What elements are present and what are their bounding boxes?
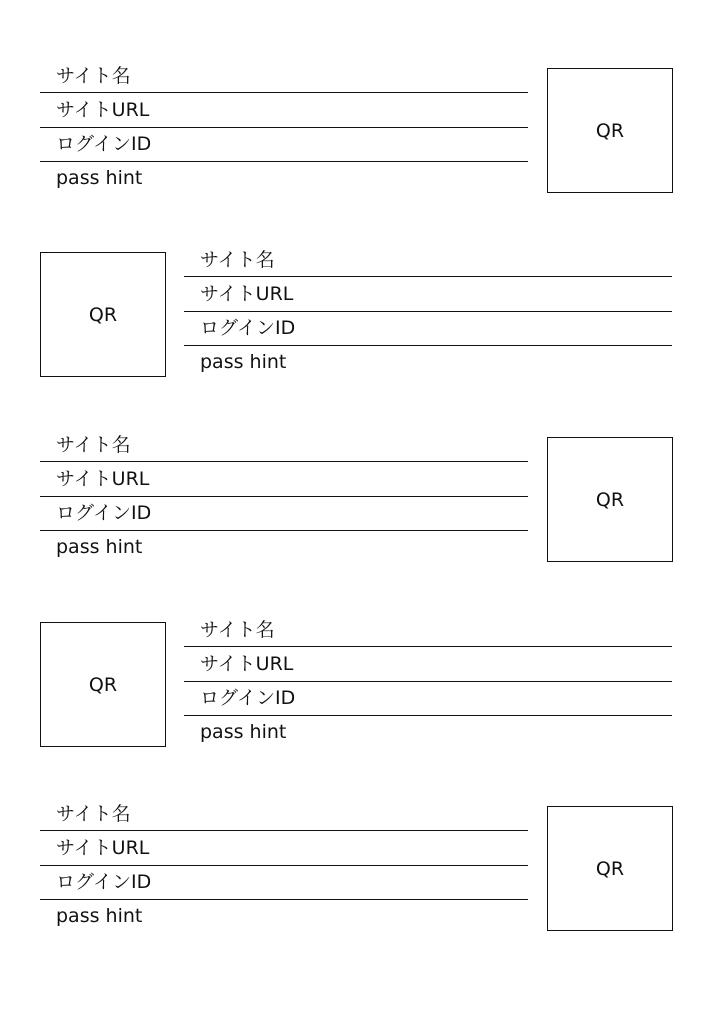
- field-divider: [40, 92, 528, 93]
- pass-hint-field: pass hint: [200, 721, 287, 743]
- pass-hint-field: pass hint: [56, 905, 143, 927]
- site-name-field: サイト名: [200, 249, 275, 271]
- field-divider: [40, 830, 528, 831]
- field-divider: [40, 899, 528, 900]
- password-entry-4: [0, 619, 722, 752]
- qr-code-box: QR: [40, 622, 166, 747]
- site-name-field: サイト名: [56, 434, 131, 456]
- field-divider: [184, 715, 672, 716]
- site-url-field: サイトURL: [56, 468, 150, 490]
- field-divider: [184, 345, 672, 346]
- login-id-field: ログインID: [200, 687, 296, 709]
- field-divider: [40, 461, 528, 462]
- field-divider: [40, 127, 528, 128]
- qr-code-box: QR: [547, 68, 673, 193]
- pass-hint-field: pass hint: [56, 536, 143, 558]
- site-url-field: サイトURL: [56, 99, 150, 121]
- site-url-field: サイトURL: [200, 653, 294, 675]
- field-divider: [184, 276, 672, 277]
- password-entry-2: [0, 249, 722, 382]
- field-divider: [40, 161, 528, 162]
- qr-code-box: QR: [40, 252, 166, 377]
- field-divider: [40, 530, 528, 531]
- login-id-field: ログインID: [200, 317, 296, 339]
- field-divider: [184, 681, 672, 682]
- field-divider: [40, 865, 528, 866]
- password-entry-1: [0, 65, 722, 198]
- qr-code-box: QR: [547, 806, 673, 931]
- site-name-field: サイト名: [200, 619, 275, 641]
- qr-code-box: QR: [547, 437, 673, 562]
- site-name-field: サイト名: [56, 803, 131, 825]
- site-url-field: サイトURL: [56, 837, 150, 859]
- field-divider: [40, 496, 528, 497]
- login-id-field: ログインID: [56, 133, 152, 155]
- pass-hint-field: pass hint: [56, 167, 143, 189]
- password-entry-3: [0, 434, 722, 567]
- pass-hint-field: pass hint: [200, 351, 287, 373]
- login-id-field: ログインID: [56, 502, 152, 524]
- site-name-field: サイト名: [56, 65, 131, 87]
- field-divider: [184, 311, 672, 312]
- login-id-field: ログインID: [56, 871, 152, 893]
- password-entry-5: [0, 803, 722, 936]
- field-divider: [184, 646, 672, 647]
- site-url-field: サイトURL: [200, 283, 294, 305]
